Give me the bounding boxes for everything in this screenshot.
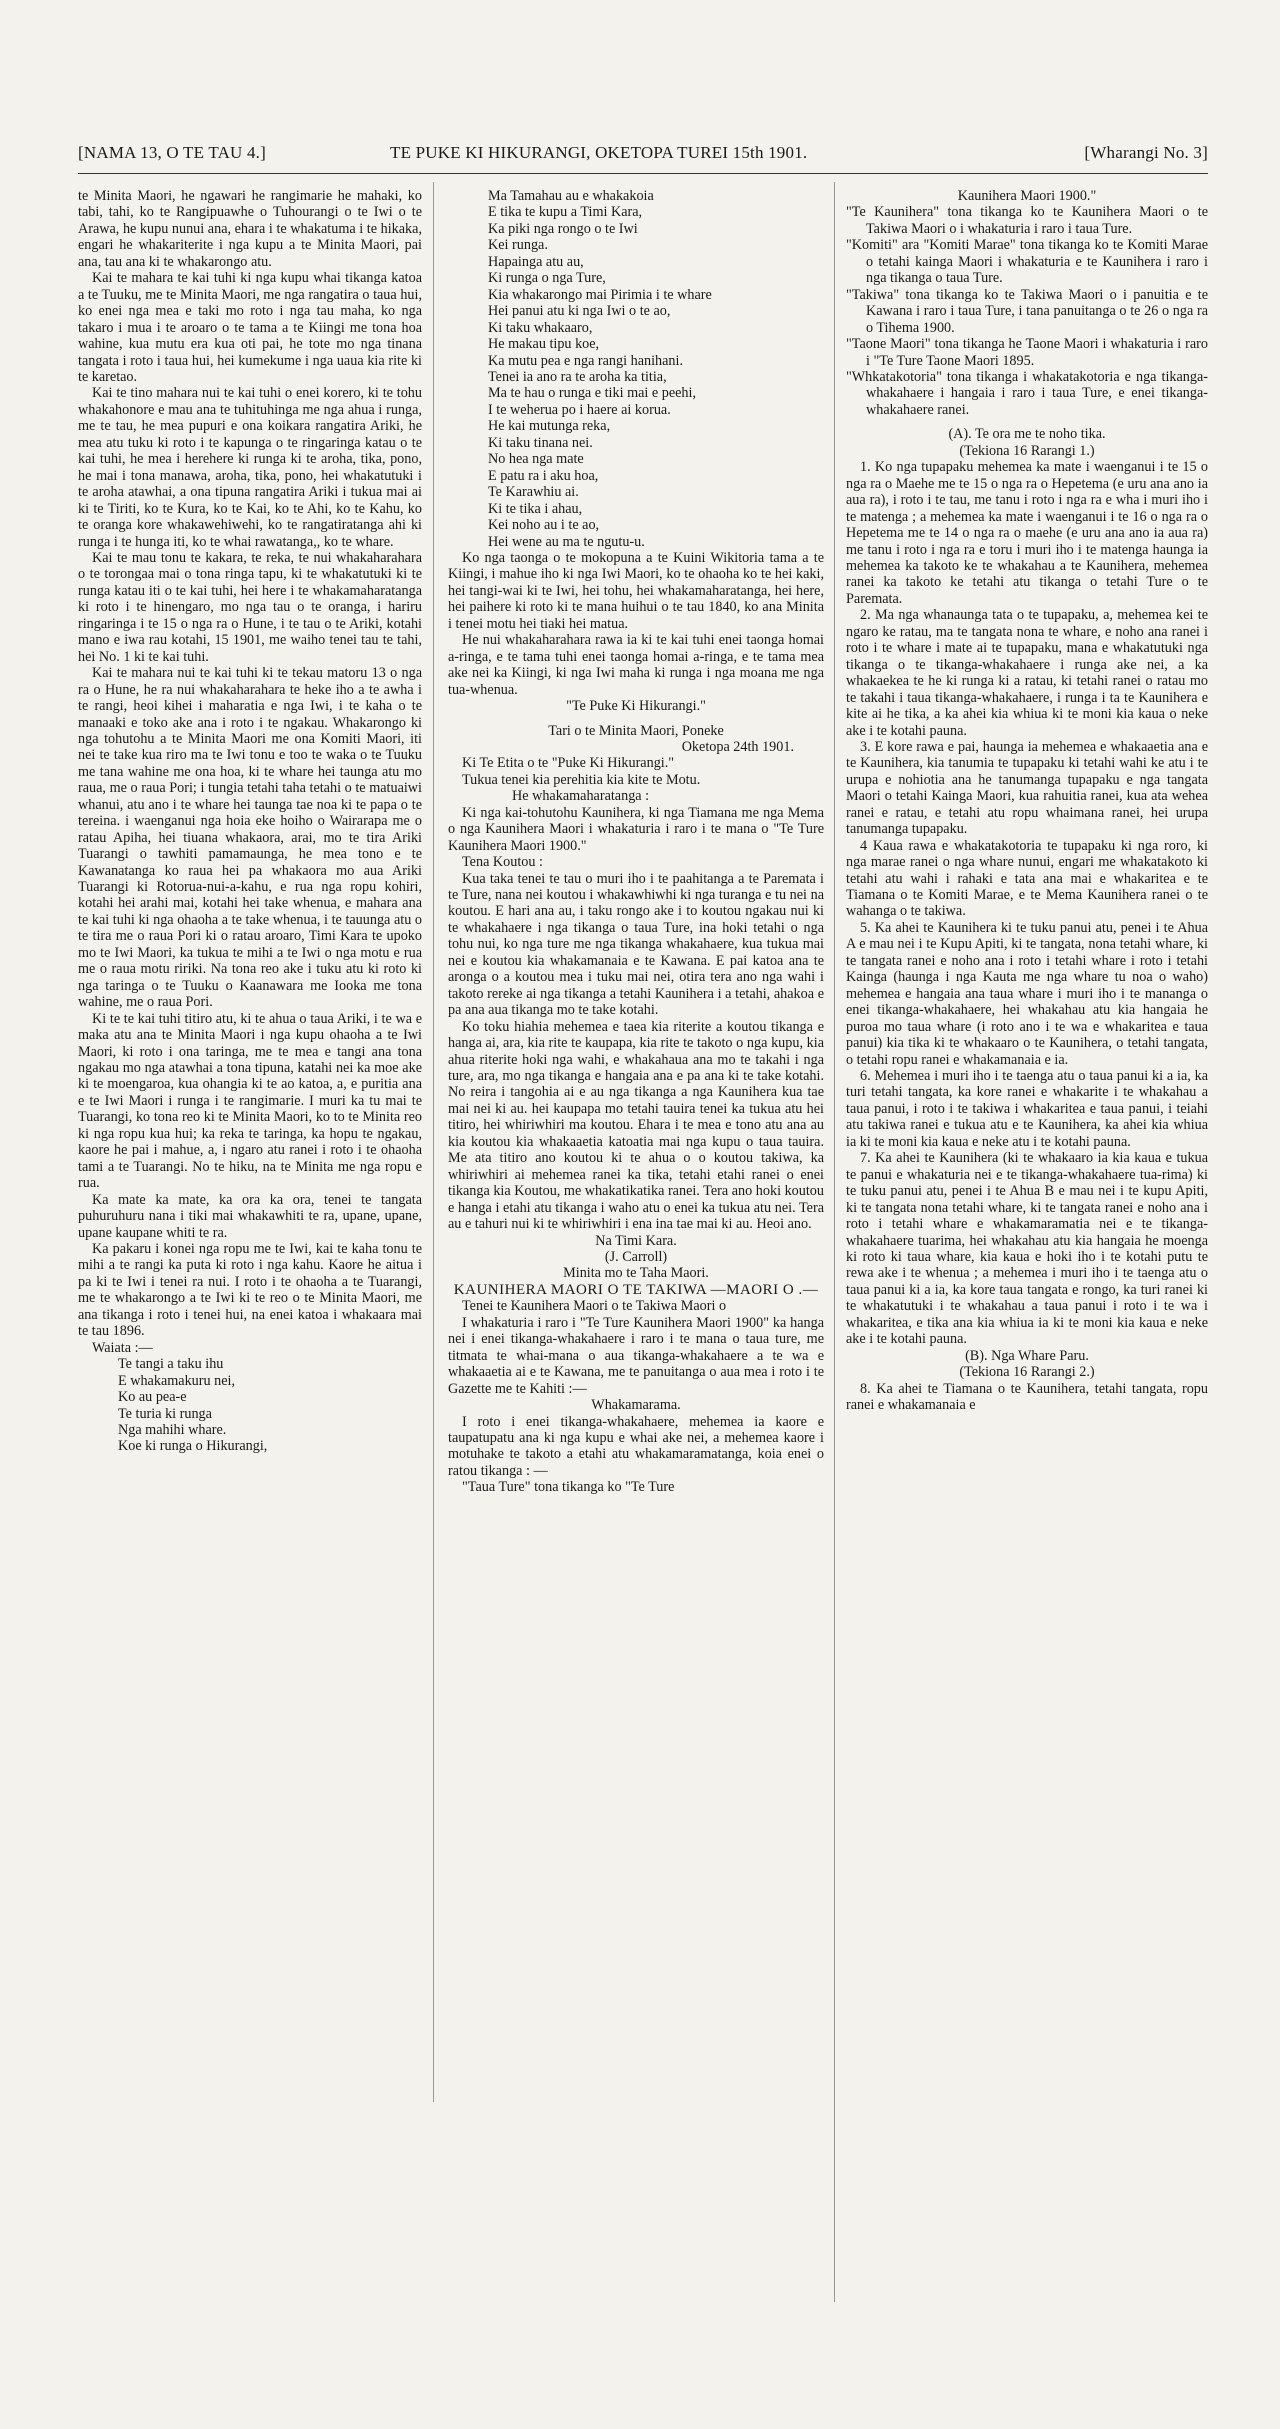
verse-line: E whakamakuru nei, bbox=[118, 1372, 236, 1389]
verse-line: Ka piki nga rongo o te Iwi bbox=[488, 220, 638, 237]
verse-line: Ma Tamahau au e whakakoia bbox=[488, 188, 654, 204]
paragraph: Kaunihera Maori 1900." bbox=[957, 188, 1097, 204]
column-divider-2 bbox=[834, 182, 835, 2302]
paragraph: Ka pakaru i konei nga ropu me te Iwi, kai te kaha tonu te mihi a te rangi ka puta ki roto i nga kahu. Kaore he aitua i pa ki te Iwi i tenei ra nui. I roto i te ohaoha a te Tuarangi, me te whakarongo a te Iwi ki te reo o te Minita Maori, me ana tikanga i roto i tenei hui, na enei katoa i whakaara mai te tau 1896. bbox=[78, 1241, 422, 1340]
verse-line: Ki taku tinana nei. bbox=[488, 434, 593, 451]
paragraph: "Taua Ture" tona tikanga ko "Te Ture bbox=[462, 1479, 675, 1496]
section-a-subtitle: (Tekiona 16 Rarangi 1.) bbox=[959, 442, 1095, 459]
definition: "Komiti" ara "Komiti Marae" tona tikanga ko te Komiti Marae o tetahi kainga Maori i whakaturia e te Kaunihera i raro i nga tikanga o taua Ture. bbox=[846, 237, 1208, 287]
definition: "Takiwa" tona tikanga ko te Takiwa Maori o i panuitia e te Kawana i raro i taua Ture, i tana panuitanga o te 26 o nga ra o Tihema 1900. bbox=[846, 286, 1208, 336]
greeting: Tena Koutou : bbox=[462, 854, 543, 871]
verse-line: Kia whakarongo mai Pirimia i te whare bbox=[488, 286, 712, 303]
column-2 bbox=[448, 188, 824, 2148]
verse-line: No hea nga mate bbox=[488, 451, 584, 468]
paragraph: Kai te mahara nui te kai tuhi ki te tekau matoru 13 o nga ra o Hune, he ra nui whakaharahara te heke iho a te awha i te rangi, heoi kihei i maharatia e nga Iwi, i te kaha o te manaaki e toko ake ana i roto i te ngakau. Whakarongo ki nga tohutohu a te Minita Maori me ona Komiti Maori, iti nei te take kua riro ma te Iwi tonu e too te waka o te Tuuku me tana wahine me ona hoa, ki te whare hei taunga atu mo raua, me o raua Pori; i tungia tetahi taha tetahi o te matuaiwi whanui, atu ano i te whare hei taunga tae noa ki te papa o te tereina. i waenganui nga hoia eke hoiho o Wairarapa me o ratau Apiha, hei tiuana whakaora, arai, mo te tira Ariki Tuarangi o tawhiti pamamaunga, he mea tono e te Kawanatanga ko raua hei pa whakaora mo aua Ariki Tuarangi ki Rotorua-nui-a-kahu, e rua nga ropu kohiri, kotahi hei arahi mai, kotahi hei take whenua, e mahara ana te kai tuhi ki nga ohaoha a te take whenua, i te tauunga atu o te tira me o raua Pori ki o ratau aroaro, Timi Kara te upoko mo te Iwi Maori, ka tukua te mihi a te Iwi o nga motu e rua me o raua motu ririki. Na tona reo ake i tuku atu ki roto ki nga taringa o te Tuuku o Kaanawara me Iooka me tona wahine, me o raua Pori. bbox=[78, 665, 422, 1011]
subheading: Whakamarama. bbox=[591, 1397, 681, 1414]
rule-paragraph: 8. Ka ahei te Tiamana o te Kaunihera, tetahi tangata, ropu ranei e whakamanaia e bbox=[846, 1380, 1208, 1414]
rule-paragraph: 2. Ma nga whanaunga tata o te tupapaku, a, mehemea kei te ngaro ke ratau, ma te tangata nona te whare, e noho ana ranei i roto i te whare i mate ai te tupapaku, mana e whakatutuki nga tikanga o te tikanga-whakahaere i runga ake nei, a ka whakaekea te he ki runga ki a ratau, ki tetahi ranei o ratau mo te takahi i taua tikanga-whakahaere, i runga i ta te Kaunihera e kite ai he tika, a ka ahei kia whiua ki te moni kia kaua o neke ake i te kotahi pauna. bbox=[846, 607, 1208, 739]
definition: "Te Kaunihera" tona tikanga ko te Kaunihera Maori o te Takiwa Maori o i whakaturia i raro i taua Ture. bbox=[846, 204, 1208, 237]
verse-line: Ka mutu pea e nga rangi hanihani. bbox=[488, 352, 684, 369]
paragraph: te Minita Maori, he ngawari he rangimarie he mahaki, ko tabi, tahi, ko te Rangipuawhe o Tuhourangi o te Iwi o te Arawa, he kupu nunui ana, ehara i te whakatuma i te hikaka, engari he whakariterite i nga kupu a te Minita Maori, pai ana, tau ana ki te whakarongo atu. bbox=[78, 188, 422, 270]
verse-line: He makau tipu koe, bbox=[488, 336, 600, 353]
paragraph: Tenei te Kaunihera Maori o te Takiwa Maori o bbox=[462, 1298, 727, 1315]
paragraph: Kai te mau tonu te kakara, te reka, te nui whakaharahara o te torongaa mai o tona ringa tapu, ki te whakatutuki ki te runga katau iti o te kai tuhi, hei here i te whakamaharatanga ki roto i te hinengaro, mo nga tau o te oranga, i hariru ringaringa i te 15 o nga ra o Hune, i te tau o te Ariki, kotahi mano e iwa rau kotahi, 15 1901, me waiho tenei tau te tahi, hei No. 1 ki te kai tuhi. bbox=[78, 549, 422, 665]
section-b-title: (B). Nga Whare Paru. bbox=[965, 1347, 1089, 1364]
verse-line: Ko au pea-e bbox=[118, 1389, 187, 1406]
masthead-title: TE PUKE KI HIKURANGI, OKETOPA TUREI 15th 1901. bbox=[390, 143, 808, 162]
verse-line: E patu ra i aku hoa, bbox=[488, 467, 599, 484]
letter-intro: Tukua tenei kia perehitia kia kite te Motu. bbox=[462, 771, 701, 788]
verse-line: Koe ki runga o Hikurangi, bbox=[118, 1438, 268, 1455]
signature-title: Minita mo te Taha Maori. bbox=[563, 1265, 709, 1282]
verse-line: Te tangi a taku ihu bbox=[118, 1356, 224, 1373]
verse-line: Tenei ia ano ra te aroha ka titia, bbox=[488, 368, 667, 385]
verse-line: Hapainga atu au, bbox=[488, 253, 584, 270]
verse-line: Kei runga. bbox=[488, 237, 548, 254]
waiata-verse bbox=[78, 1356, 422, 1455]
letter-from: Tari o te Minita Maori, Poneke bbox=[548, 722, 724, 739]
column-1 bbox=[78, 188, 422, 2328]
column-divider-1 bbox=[433, 182, 434, 2102]
rule-paragraph: 1. Ko nga tupapaku mehemea ka mate i waenganui i te 15 o nga ra o Maehe me te 15 o nga ra o Hepetema (e uru ana ano ia aua ra), i roto i te tau, me tanu i roto i nga ra e wha i muri iho i te matenga ; a mehemea ka mate i waenganui i te 16 o nga ra o Hepetema me te 14 o nga ra o maehe (e uru ana ano ia aua ra) me tanu i roto i nga ra e toru i muri iho i te matenga haunga ia mehemea ka takoto ke te whakahau a te Kaunihera, mehemea ranei ka takoto ke tetahi atu tikanga o tetahi Ture o te Paremata. bbox=[846, 459, 1208, 607]
definition: "Taone Maori" tona tikanga he Taone Maori i whakaturia i raro i "Te Ture Taone Maori 1895. bbox=[846, 336, 1208, 369]
section-a-title: (A). Te ora me te noho tika. bbox=[948, 426, 1106, 443]
rule-paragraph: 4 Kaua rawa e whakatakotoria te tupapaku ki nga roro, ki nga marae ranei o nga whare nunui, engari me whakatakoto ki tetahi atu wahi i rahaki e tata ana mai e whakaritea e te Tiamana o te Komiti Marae, e te Mema Kaunihera ranei o te wahanga o te takiwa. bbox=[846, 837, 1208, 920]
letter-to: Ki Te Etita o te "Puke Ki Hikurangi." bbox=[462, 755, 675, 772]
verse-line: Nga mahihi whare. bbox=[118, 1421, 227, 1438]
verse-line: Ma te hau o runga e tiki mai e peehi, bbox=[488, 385, 697, 402]
signature: Na Timi Kara. bbox=[595, 1232, 677, 1249]
verse-line: E tika te kupu a Timi Kara, bbox=[488, 204, 643, 221]
paragraph: He nui whakaharahara rawa ia ki te kai tuhi enei taonga homai a-ringa, e te tama tuhi enei taonga homai a-ringa, e te tama mea ake nei ka Kiingi, ki nga Iwi maha ki runga i nga moana me nga tua-whenua. bbox=[448, 632, 824, 698]
definition: "Whkatakotoria" tona tikanga i whakatakotoria e nga tikanga-whakahaere i hangaia i raro i taua Ture, e enei tikanga-whakahaere ranei. bbox=[846, 368, 1208, 418]
rule-paragraph: 5. Ka ahei te Kaunihera ki te tuku panui atu, penei i te Ahua A e mau nei i te Kupu Apiti, ki te tangata, nona tetahi whare, ki te tangata ranei e noho ana i roto i tetahi whare i roto i tetahi Kainga (haunga i nga Kauta me nga whare tu noa o waho) mehemea e hangaia ana taua whare i muri iho i te mananga o enei tikanga-whakahaere, hei whakahau atu kia hangaia he puroa mo taua whare (i roto ano i te wa e whakaritea e taua panui) kia tika ki te whakaaro o te Kaunihera, o tetahi tangata, o tetahi ropu ranei e whakamanaia e ia. bbox=[846, 919, 1208, 1068]
page-number: [Wharangi No. 3] bbox=[1084, 143, 1208, 162]
paragraph: Ka mate ka mate, ka ora ka ora, tenei te tangata puhuruhuru nana i tiki mai whakawhiti te ra, upane, upane, upane kaupane whiti te ra. bbox=[78, 1191, 422, 1241]
verse-line: Ki te tika i ahau, bbox=[488, 500, 583, 517]
quote-signoff: "Te Puke Ki Hikurangi." bbox=[566, 698, 706, 715]
paragraph: I roto i enei tikanga-whakahaere, mehemea ia kaore e taupatupatu ana ki nga kupu e whai ake nei, a mehemea kaore i motuhake te takoto a etahi atu whakamaramatanga, koia enei o ratou tikanga : — bbox=[448, 1413, 824, 1479]
column-3 bbox=[846, 188, 1208, 2328]
letter-heading: He whakamaharatanga : bbox=[512, 788, 650, 805]
paragraph: Kua taka tenei te tau o muri iho i te paahitanga a te Paremata i te Ture, nana nei koutou i whakawhiwhi ki nga turanga e tu nei na koutou. E hari ana au, i taku rongo ake i to koutou ngakau nui ki te whakahaere i nga tikanga o taua Ture, ina hoki tetahi o nga tohu nui, ko nga ture me nga tikanga whakahaere, kua tukua mai nei e koutou kia whakamanaia e te Kawana. E pai katoa ana te aronga o a koutou mea i tuku mai nei, otira tera ano nga wahi i takoto rereke ai nga tikanga a tetahi Kaunihera i a tetahi, ahakoa e pa ana aua tikanga mo te take kotahi. bbox=[448, 870, 824, 1019]
verse-line: Hei wene au ma te ngutu-u. bbox=[488, 533, 645, 550]
issue-number: [NAMA 13, O TE TAU 4.] bbox=[78, 143, 266, 162]
rule-paragraph: 3. E kore rawa e pai, haunga ia mehemea e whakaaetia ana e te Kaunihera, kia tanumia te tupapaku ki tetahi wahi ke atu i te urupa e nohiotia ana he tanumanga tupapaku e nga tangata Maori o tetahi Kainga Maori, kua rahuitia ranei, kua ata wehea ranei e ratau, e tetahi atu ropu whaimana ranei, hei urupa tanumanga tupapaku. bbox=[846, 738, 1208, 838]
verse-line: Ki taku whakaaro, bbox=[488, 319, 593, 336]
section-b-subtitle: (Tekiona 16 Rarangi 2.) bbox=[959, 1364, 1095, 1381]
verse-line: Te turia ki runga bbox=[118, 1405, 212, 1422]
paragraph: Ko toku hiahia mehemea e taea kia riterite a koutou tikanga e hanga ai, ara, kia rite te kaupapa, kia rite te takoto o nga kupu, kia ahua riterite hoki nga wahi, e whakahaua ana mo te takahi i nga ture, ara, mo nga tikanga e hangaia ana e pa ana ki te take kotahi. No reira i tangohia ai e au nga tikanga a nga Kaunihera kua tae mai nei ki au. hei kaupapa mo tetahi tauira tenei ka tukua atu hei titiro, hei whiriwhiri ma koutou. Ehara i te mea e tono atu ana au kia koutou kia whakaaetia katoatia mai nga kupu o taua tauira. Me ata titiro ano koutou ki te ahua o o koutou takiwa, ka whiriwhiri ai mehemea ranei ka tika, tetahi etahi ranei o enei tikanga kia Koutou, me whakatikatika ranei. Tera ano hoki koutou e hanga i etahi atu tikanga i waho atu o enei ka tukua atu nei. Tera au e tahuri nui ki te whiriwhiri i ena ina tae mai ki au. Heoi ano. bbox=[448, 1018, 824, 1233]
rule-paragraph: 7. Ka ahei te Kaunihera (ki te whakaaro ia kia kaua e tukua te panui e whakaturia nei e te tikanga-whakahaere tua-rima) ki te tuku panui atu, penei i te Ahua B e mau nei i te kupu Apiti, ki te tangata nona tetahi whare, ki te tangata ranei e noho ana i roto i tetahi whare e whakamaramatia nei e te tikanga-whakahaere tuarima, hei whakahau atu kia hangaia he moenga ki roto ki taua whare, kia kaua e hoki iho i te kotahi putu te rewa ake i te whenua ; a mehemea i muri iho i te taenga atu o taua panui ki a ia, ka kore taua tangata e rongo, ka turi ranei ki te whakatutuki i te whakahau a taua panui i roto i te wa i whakaritea, e tika ana kia whiua ia ki te moni kia kaua e neke ake i te kotahi pauna. bbox=[846, 1150, 1208, 1348]
section-title: KAUNIHERA MAORI O TE TAKIWA —MAORI O .— bbox=[453, 1281, 819, 1298]
signature-name: (J. Carroll) bbox=[604, 1249, 668, 1265]
letter-date: Oketopa 24th 1901. bbox=[681, 738, 794, 755]
verse-line: Ki runga o nga Ture, bbox=[488, 270, 606, 287]
verse-line: He kai mutunga reka, bbox=[488, 418, 611, 435]
verse-line: Hei panui atu ki nga Iwi o te ao, bbox=[488, 303, 671, 320]
rule-paragraph: 6. Mehemea i muri iho i te taenga atu o taua panui ki a ia, ka turi tetahi tangata, ka kore ranei e whakarite i te whakahau a taua panui, i roto i te takiwa i whakaritea e taua panui, i teiahi atu takiwa ranei e tukua atu e te Kaunihera, ka ahei kia whiua ia ki te moni kia kaua e neke atu i te kotahi pauna. bbox=[846, 1068, 1208, 1150]
paragraph: I whakaturia i raro i "Te Ture Kaunihera Maori 1900" ka hanga nei i enei tikanga-whakahaere i raro i te mana o taua ture, me titmata te whai-mana o aua tikanga-whakahaere a te wa e whakaaetia ai e te Kawana, me te panuitanga o aua mea i roto i te Gazette me te Kahiti :— bbox=[448, 1314, 824, 1397]
paragraph: Ki te te kai tuhi titiro atu, ki te ahua o taua Ariki, i te wa e maka atu ana te Minita Maori i nga kupu ohaoha a te Iwi Maori, ki roto i ona taringa, me te mea e tangi ana tona ngakau mo nga atawhai a tona tipuna, katahi nei ka moe ake ki te moengaroa, kua ohangia ki te ao katoa, a, e puritia ana e te Iwi Maori i runga i te rangimarie. I muri ka tu mai te Tuarangi, ko tona reo ki te Minita Maori, ko to te Minita reo ki nga ropu kua hui; ka reka te taringa, ka hopu te ngakau, kaore he pai i mahue, a, i ngaro atu ranei i roto i te ohaoha tami a te Tuarangi. No te hiku, na te Minita me nga ropu e rua. bbox=[78, 1010, 422, 1192]
verse-line: Kei noho au i te ao, bbox=[488, 517, 600, 534]
verse-line: I te weherua po i haere ai korua. bbox=[488, 401, 671, 418]
header-rule bbox=[78, 173, 1208, 174]
waiata-label: Waiata :— bbox=[92, 1339, 153, 1356]
waiata-verse-continued bbox=[448, 188, 824, 550]
paragraph: Ko nga taonga o te mokopuna a te Kuini Wikitoria tama a te Kiingi, i mahue iho ki nga Iwi Maori, ko te ohaoha ko te hei kaki, hei tangi-wai ki te Iwi, hei tohu, hei whakamaharatanga, hei here, hei paihere ki roto ki te mana huihui o te tau 1840, ko ana Minita i tenei motu hei tiaki hei matua. bbox=[448, 549, 824, 632]
verse-line: Te Karawhiu ai. bbox=[488, 484, 579, 501]
paragraph: Kai te mahara te kai tuhi ki nga kupu whai tikanga katoa a te Tuuku, me te Minita Maori, me nga rangatira o taua hui, ko enei nga mea e taki mo roto i nga tau maha, ko nga takaro i mua i te aroaro o te tama a te Kiingi me tona hoa wahine, kua mutu era kua oti pai, he tote mo nga tinana tangata i roto i taua hui, hei kumekume i nga uaua kia rite ki te karetao. bbox=[78, 270, 422, 385]
paragraph: Ki nga kai-tohutohu Kaunihera, ki nga Tiamana me nga Mema o nga Kaunihera Maori i whakaturia i raro i te mana o "Te Ture Kaunihera Maori 1900." bbox=[448, 804, 824, 854]
paragraph: Kai te tino mahara nui te kai tuhi o enei korero, ki te tohu whakahonore e mau ana te tuhituhinga me nga ahua i runga, me te tau, he mea pupuri e ona koikara rangatira Ariki, he mea atu tuku ki roto i te kapunga o te ringaringa katau o te kai tuhi, he mea i herehere ki runga ki te aroha, tika, pono, he mai i tona manawa, aroha, tika, pono, hei whakatutuki i te aroha atawhai, a ona tipuna rangatira Ariki i tukua mai ai ki te Tiriti, ko te Kura, ko te Kai, ko te Ahi, ko te Kahu, ko te oranga kore whakawehiwehi, ko te rangatiratanga ahi ki runga i te hunga iti, ko te whai rawatanga,, ko te whare. bbox=[78, 385, 422, 550]
page-header bbox=[78, 143, 1208, 169]
